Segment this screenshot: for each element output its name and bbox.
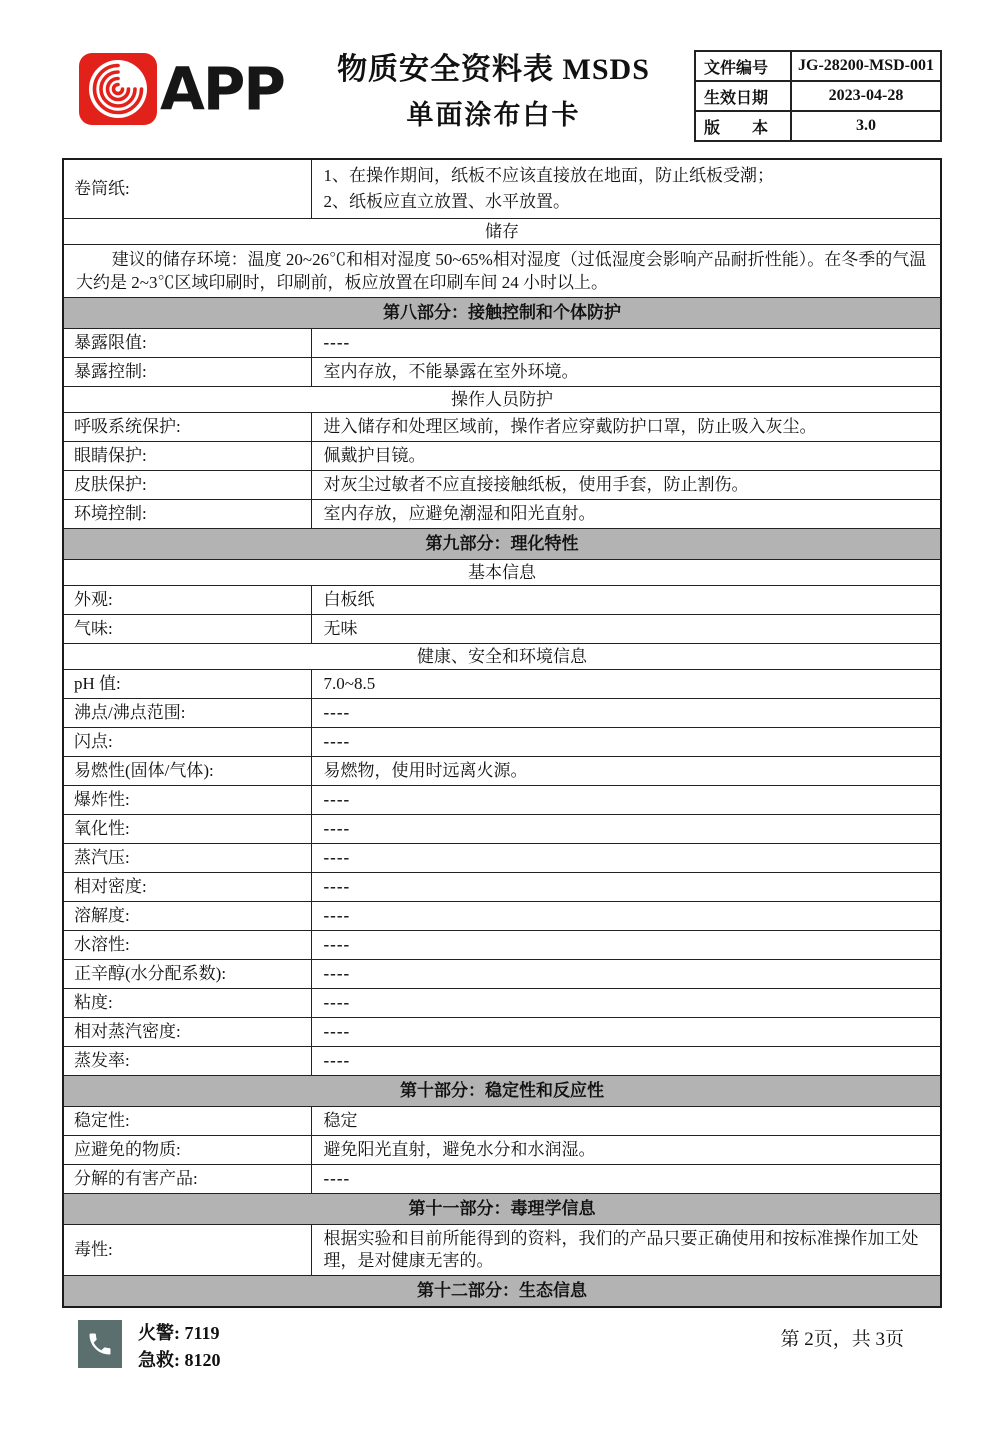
section-header: 第九部分：理化特性 (63, 529, 941, 560)
row-label: 毒性: (63, 1225, 311, 1276)
row-label: pH 值: (63, 670, 311, 699)
table-row (63, 413, 941, 442)
row-label: 皮肤保护: (63, 471, 311, 500)
fire-alarm-number: 火警: 7119 (138, 1323, 220, 1343)
row-value: 易燃物，使用时远离火源。 (311, 757, 941, 786)
row-label: 暴露限值: (63, 329, 311, 358)
title-block (293, 48, 694, 134)
row-value: ---- (311, 728, 941, 757)
row-label: 粘度: (63, 989, 311, 1018)
row-label: 稳定性: (63, 1107, 311, 1136)
row-label: 眼睛保护: (63, 442, 311, 471)
table-row (63, 219, 941, 245)
table-row (63, 1225, 941, 1276)
table-row (63, 1018, 941, 1047)
table-row (63, 442, 941, 471)
msds-table-body (63, 159, 941, 1307)
table-row (63, 902, 941, 931)
first-aid-number: 急救: 8120 (138, 1350, 221, 1370)
table-row (63, 500, 941, 529)
table-row (63, 757, 941, 786)
table-row (63, 1194, 941, 1225)
row-value: ---- (311, 931, 941, 960)
table-row (63, 471, 941, 500)
row-label: 沸点/沸点范围: (63, 699, 311, 728)
table-row (63, 387, 941, 413)
row-label: 外观: (63, 586, 311, 615)
page-title: 物质安全资料表 MSDS (337, 53, 650, 86)
section-header: 第八部分：接触控制和个体防护 (63, 298, 941, 329)
row-label: 气味: (63, 615, 311, 644)
sub-header: 操作人员防护 (63, 387, 941, 413)
table-row (63, 1047, 941, 1076)
row-value: 室内存放，应避免潮湿和阳光直射。 (311, 500, 941, 529)
table-row (63, 844, 941, 873)
row-label: 溶解度: (63, 902, 311, 931)
row-value: ---- (311, 815, 941, 844)
emergency-contacts (78, 1320, 221, 1374)
table-row (63, 873, 941, 902)
doc-info-table (694, 50, 942, 142)
row-label: 相对蒸汽密度: (63, 1018, 311, 1047)
row-value: ---- (311, 873, 941, 902)
page-header (62, 48, 942, 142)
table-row (63, 1136, 941, 1165)
row-value: 进入储存和处理区域前，操作者应穿戴防护口罩，防止吸入灰尘。 (311, 413, 941, 442)
table-row (63, 699, 941, 728)
effective-date-value: 2023-04-28 (791, 81, 941, 111)
table-row (63, 529, 941, 560)
app-logo-text: APP (160, 54, 284, 124)
row-value: ---- (311, 329, 941, 358)
page-footer (62, 1320, 942, 1374)
row-value: ---- (311, 844, 941, 873)
row-value: 1、在操作期间，纸板不应该直接放在地面，防止纸板受潮； 2、纸板应直立放置、水平放置。 (311, 159, 941, 219)
table-row (63, 560, 941, 586)
row-label: 闪点: (63, 728, 311, 757)
app-logo-icon (78, 52, 158, 126)
doc-info-row (695, 81, 941, 111)
row-label: 环境控制: (63, 500, 311, 529)
row-value: ---- (311, 902, 941, 931)
table-row (63, 815, 941, 844)
table-row (63, 1107, 941, 1136)
table-row (63, 586, 941, 615)
section-header: 第十二部分：生态信息 (63, 1276, 941, 1308)
row-label: 氧化性: (63, 815, 311, 844)
row-label: 呼吸系统保护: (63, 413, 311, 442)
table-row (63, 786, 941, 815)
row-value: 根据实验和目前所能得到的资料，我们的产品只要正确使用和按标准操作加工处理，是对健康无害的。 (311, 1225, 941, 1276)
table-row (63, 931, 941, 960)
row-label: 暴露控制: (63, 358, 311, 387)
table-row (63, 960, 941, 989)
page-subtitle: 单面涂布白卡 (406, 100, 581, 130)
table-row (63, 644, 941, 670)
section-header: 第十一部分：毒理学信息 (63, 1194, 941, 1225)
doc-number-label: 文件编号 (695, 51, 791, 81)
doc-number-value: JG-28200-MSD-001 (791, 51, 941, 81)
doc-info-row (695, 51, 941, 81)
page-number: 第 2页，共 3页 (780, 1329, 904, 1350)
doc-info-row (695, 111, 941, 141)
row-value: 7.0~8.5 (311, 670, 941, 699)
row-value: ---- (311, 699, 941, 728)
row-value: ---- (311, 786, 941, 815)
row-label: 应避免的物质: (63, 1136, 311, 1165)
table-row (63, 329, 941, 358)
row-value: 无味 (311, 615, 941, 644)
effective-date-label: 生效日期 (695, 81, 791, 111)
table-row (63, 1165, 941, 1194)
sub-header: 储存 (63, 219, 941, 245)
table-row (63, 1076, 941, 1107)
row-label: 易燃性(固体/气体): (63, 757, 311, 786)
table-row (63, 728, 941, 757)
row-value: ---- (311, 1018, 941, 1047)
table-row (63, 670, 941, 699)
table-row (63, 298, 941, 329)
row-label: 相对密度: (63, 873, 311, 902)
table-row (63, 159, 941, 219)
row-value: ---- (311, 1047, 941, 1076)
row-value: 白板纸 (311, 586, 941, 615)
row-label: 蒸发率: (63, 1047, 311, 1076)
row-label: 蒸汽压: (63, 844, 311, 873)
section-header: 第十部分：稳定性和反应性 (63, 1076, 941, 1107)
row-label: 正辛醇(水分配系数): (63, 960, 311, 989)
row-label: 分解的有害产品: (63, 1165, 311, 1194)
app-logo (78, 52, 293, 126)
table-row (63, 358, 941, 387)
table-row (63, 1276, 941, 1308)
row-value: ---- (311, 989, 941, 1018)
version-value: 3.0 (791, 111, 941, 141)
table-row (63, 615, 941, 644)
version-label: 版 本 (695, 111, 791, 141)
table-row (63, 245, 941, 298)
row-value: 室内存放，不能暴露在室外环境。 (311, 358, 941, 387)
row-value: 佩戴护目镜。 (311, 442, 941, 471)
sub-header: 健康、安全和环境信息 (63, 644, 941, 670)
row-label: 水溶性: (63, 931, 311, 960)
row-value: ---- (311, 960, 941, 989)
row-label: 爆炸性: (63, 786, 311, 815)
row-value: ---- (311, 1165, 941, 1194)
row-value: 稳定 (311, 1107, 941, 1136)
row-label: 卷筒纸: (63, 159, 311, 219)
row-value: 避免阳光直射，避免水分和水润湿。 (311, 1136, 941, 1165)
paragraph: 建议的储存环境：温度 20~26℃和相对湿度 50~65%相对湿度（过低湿度会影响产品耐折性能）。在冬季的气温大约是 2~3℃区域印刷时，印刷前，板应放置在印刷车间 24 小时以上。 (63, 245, 941, 298)
sub-header: 基本信息 (63, 560, 941, 586)
table-row (63, 989, 941, 1018)
row-value: 对灰尘过敏者不应直接接触纸板，使用手套，防止割伤。 (311, 471, 941, 500)
phone-icon (78, 1320, 122, 1368)
msds-table (62, 158, 942, 1308)
